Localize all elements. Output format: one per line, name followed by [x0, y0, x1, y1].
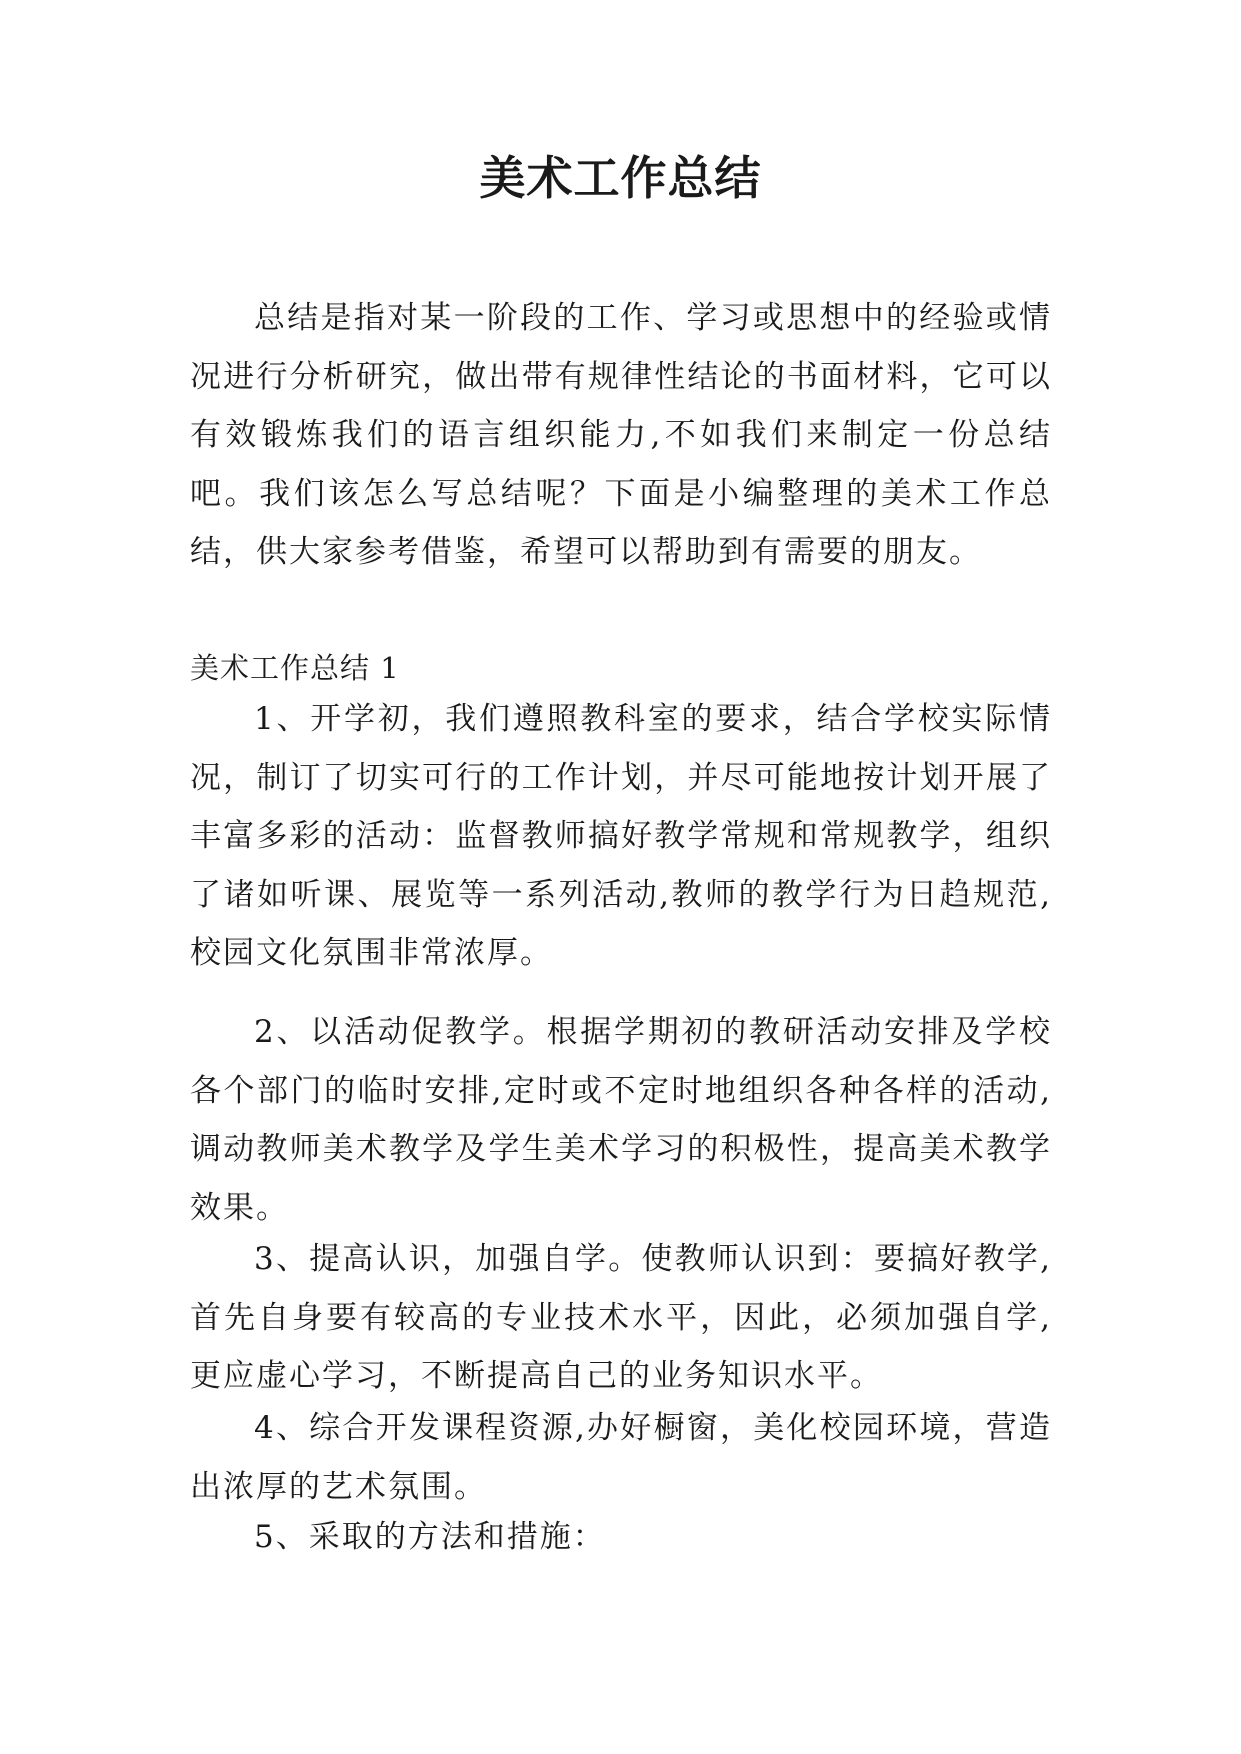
- intro-paragraph: 总结是指对某一阶段的工作、学习或思想中的经验或情况进行分析研究，做出带有规律性结论的书面材料，它可以有效锻炼我们的语言组织能力,不如我们来制定一份总结吧。我们该怎么写总结呢？下面是小编整理的美术工作总结，供大家参考借鉴，希望可以帮助到有需要的朋友。: [190, 300, 1052, 570]
- list-item: 4、综合开发课程资源,办好橱窗，美化校园环境，营造出浓厚的艺术氛围。: [190, 1410, 1052, 1505]
- section-heading: 美术工作总结 1: [190, 651, 400, 685]
- list-item: 3、提高认识，加强自学。使教师认识到：要搞好教学,首先自身要有较高的专业技术水平，因此，必须加强自学,更应虚心学习，不断提高自己的业务知识水平。: [190, 1241, 1052, 1394]
- document-title: 美术工作总结: [479, 151, 762, 205]
- list-item: 5、采取的方法和措施：: [254, 1519, 606, 1555]
- list-item: 2、以活动促教学。根据学期初的教研活动安排及学校各个部门的临时安排,定时或不定时地组织各种各样的活动,调动教师美术教学及学生美术学习的积极性，提高美术教学效果。: [190, 1014, 1052, 1226]
- list-item: 1、开学初，我们遵照教科室的要求，结合学校实际情况，制订了切实可行的工作计划，并尽可能地按计划开展了丰富多彩的活动：监督教师搞好教学常规和常规教学，组织了诸如听课、展览等一系列活动,教师的教学行为日趋规范,校园文化氛围非常浓厚。: [190, 701, 1052, 971]
